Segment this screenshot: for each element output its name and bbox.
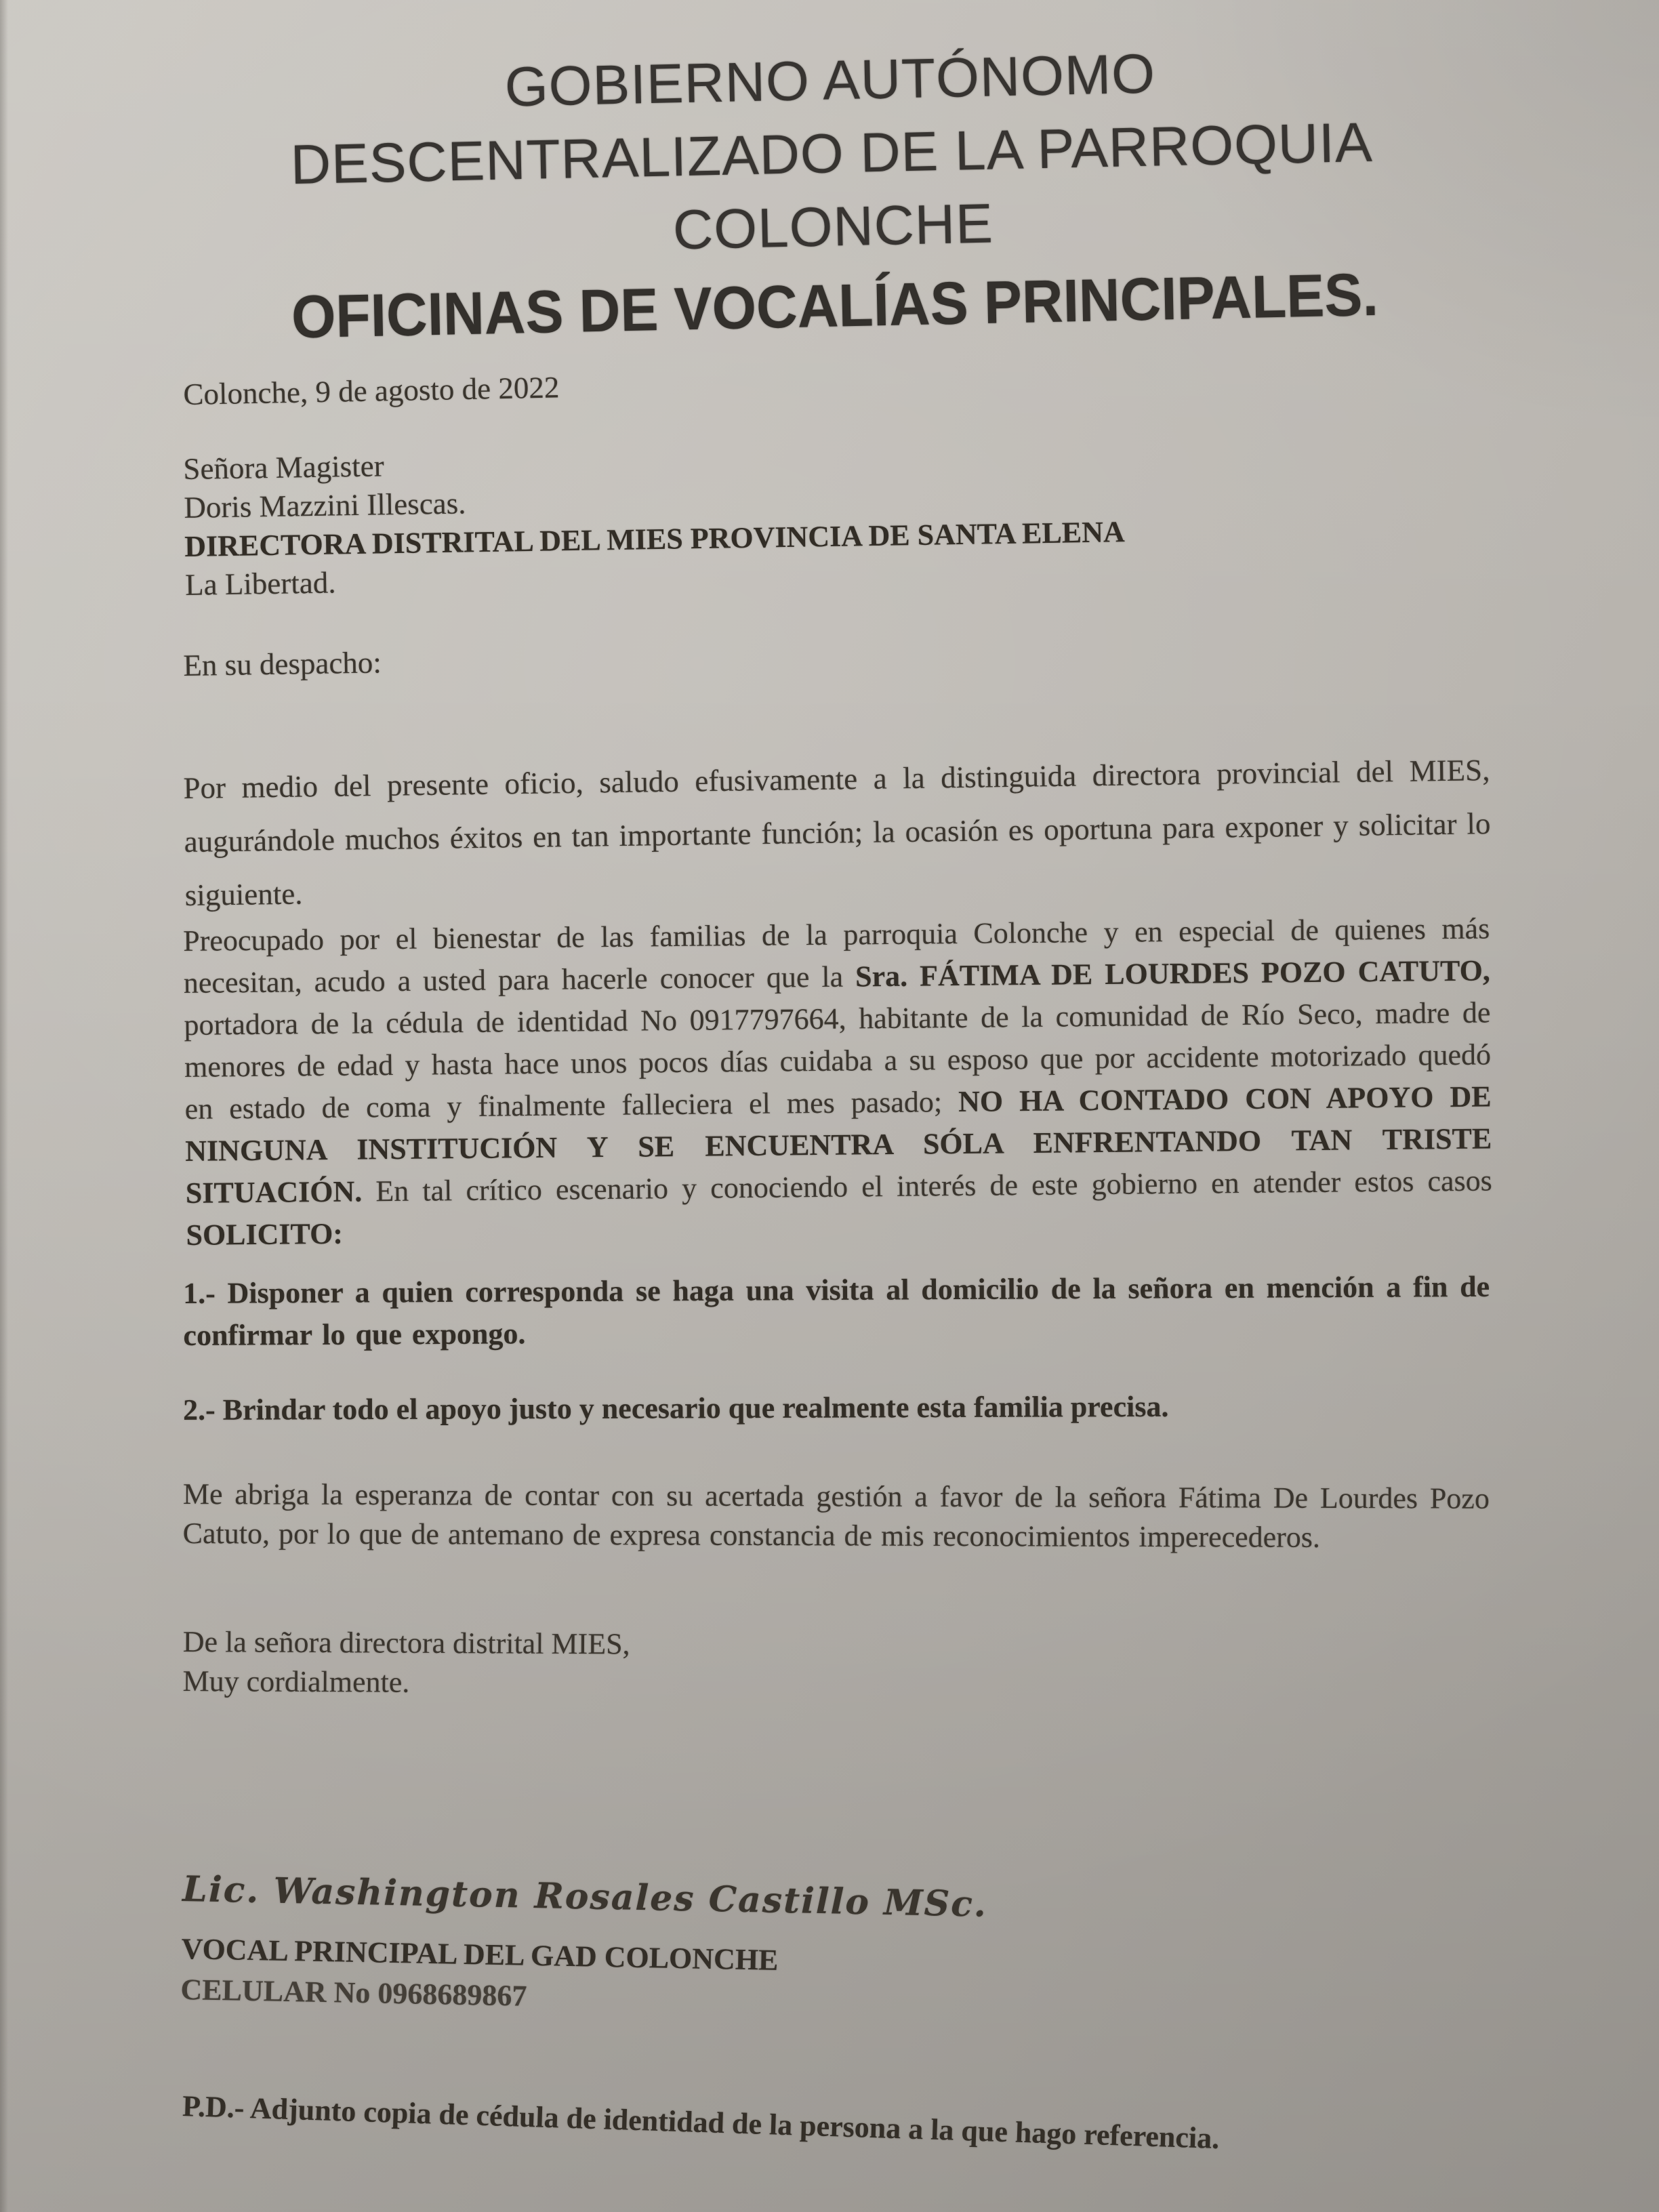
letterhead-subtitle: OFICINAS DE VOCALÍAS PRINCIPALES. xyxy=(291,260,1379,351)
date-line: Colonche, 9 de agosto de 2022 xyxy=(183,370,560,411)
paragraph-case-text-2: portadora de la cédula de identidad No 0917797664, habitante de la comunidad de Río Seco, madre de menores de edad y hasta hace unos pocos días cuidaba a su esposo que por accidente motorizado quedó en estado de coma y finalmente falleciera el mes pasado; xyxy=(184,996,1492,1126)
recipient-city: La Libertad. xyxy=(184,565,336,602)
paragraph-case-text-1: Preocupado por el bienestar de las familias de la parroquia Colonche y en especial de quienes más necesitan, acudo a usted para hacerle conocer que la xyxy=(183,912,1490,1000)
farewell-line-1: De la señora directora distrital MIES, xyxy=(182,1625,630,1661)
paragraph-closing: Me abriga la esperanza de contar con su acertada gestión a favor de la señora Fátima De Lourdes Pozo Catuto, por lo que de antemano de expresa constancia de mis reconocimientos imperecederos. xyxy=(182,1477,1490,1554)
postscript-line: P.D.- Adjunto copia de cédula de identidad de la persona a la que hago referencia. xyxy=(182,2089,1220,2156)
signature-phone: CELULAR No 0968689867 xyxy=(180,1972,527,2013)
request-item-2: 2.- Brindar todo el apoyo justo y necesario que realmente esta familia precisa. xyxy=(183,1389,1169,1427)
farewell-line-2: Muy cordialmente. xyxy=(182,1664,410,1699)
paragraph-intro: Por medio del presente oficio, saludo efusivamente a la distinguida directora provincial del MIES, augurándole muchos éxitos en tan importante función; la ocasión es oportuna para exponer y solicitar lo siguiente. xyxy=(183,753,1491,912)
paragraph-case xyxy=(183,907,1493,1256)
request-item-1: 1.- Disponer a quien corresponda se haga una visita al domicilio de la señora en mención a fin de confirmar lo que expongo. xyxy=(183,1269,1490,1352)
signature-block xyxy=(180,1868,1490,2032)
signature-name: Lic. Washington Rosales Castillo MSc. xyxy=(182,1868,988,1925)
paragraph-case-text-3: En tal crítico escenario y conociendo el interés de este gobierno en atender estos casos xyxy=(362,1164,1493,1208)
letterhead-line-2: DESCENTRALIZADO DE LA PARROQUIA xyxy=(289,111,1374,197)
greeting-line: En su despacho: xyxy=(183,645,382,682)
recipient-salutation: Señora Magister xyxy=(183,449,384,486)
letterhead-line-3: COLONCHE xyxy=(672,192,994,262)
recipient-block xyxy=(183,430,1492,605)
letterhead-line-1: GOBIERNO AUTÓNOMO xyxy=(504,43,1156,119)
paragraph-case-bold-name: Sra. FÁTIMA DE LOURDES POZO CATUTO, xyxy=(855,954,1491,994)
recipient-title: DIRECTORA DISTRITAL DEL MIES PROVINCIA DE SANTA ELENA xyxy=(184,515,1126,563)
paragraph-case-bold-solicito: SOLICITO: xyxy=(186,1216,344,1252)
farewell-block xyxy=(182,1622,1490,1708)
letterhead xyxy=(165,30,1500,356)
recipient-name: Doris Mazzini Illescas. xyxy=(183,486,466,525)
signature-role: VOCAL PRINCIPAL DEL GAD COLONCHE xyxy=(181,1931,779,1977)
paragraph-case-bold-claim: NO HA CONTADO CON APOYO DE NINGUNA INSTITUCIÓN Y SE ENCUENTRA SÓLA ENFRENTANDO TAN TRISTE SITUACIÓN. xyxy=(185,1080,1492,1210)
